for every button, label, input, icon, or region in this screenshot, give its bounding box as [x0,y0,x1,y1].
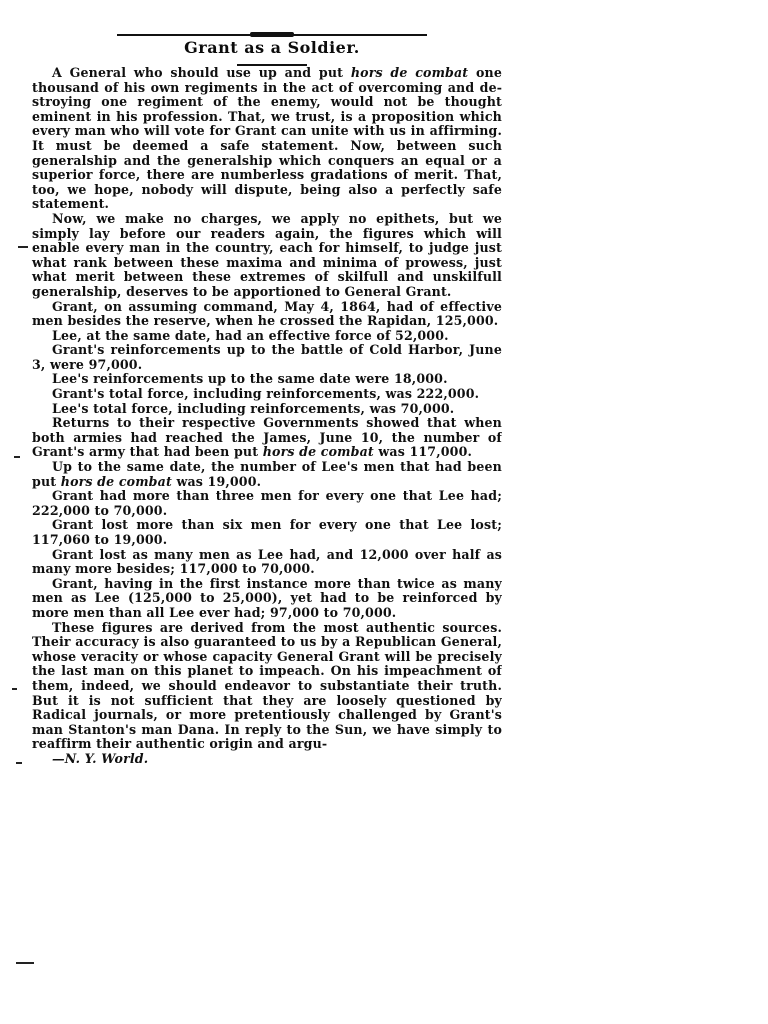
article-paragraph [32,621,502,752]
italic-phrase: hors de combat [262,444,374,460]
article-paragraph [32,416,502,460]
article-paragraph [32,212,502,300]
top-rule-ornament [250,32,294,37]
article-paragraph [32,329,502,344]
article-paragraph [32,577,502,621]
article-paragraph [32,343,502,372]
article-paragraph [32,372,502,387]
paragraph-text: Lee's reinforcements up to the same date were 18,000. [52,371,448,387]
paragraph-text: Grant, having in the first instance more than twice as many men as Lee (125,000 to 25,000), yet had to be reinforced by more men than all Lee ever had; 97,000 to 70,000. [32,575,502,620]
article-signature: —N. Y. World. [52,750,149,766]
paragraph-text: Grant's reinforcements up to the battle of Cold Harbor, June 3, were 97,000. [32,342,502,372]
article-paragraph [32,518,502,547]
paragraph-text: Now, we make no charges, we apply no epithets, but we simply lay before our readers again, the figures which will enable every man in the country, each for himself, to judge just what rank between these maxima and minima of prowess, just what merit between these extremes of skilfull and unskilfull generalship, deserves to be apportioned to General Grant. [32,210,502,299]
paragraph-text: Grant's total force, including reinforcements, was 222,000. [52,386,480,402]
article-paragraph [32,460,502,489]
paragraph-text: Returns to their respective Governments showed that when both armies had reached the James, June 10, the number of Grant's army that had been put [32,415,502,460]
paragraph-text: Grant lost as many men as Lee had, and 12,000 over half as many more besides; 117,000 to 70,000. [32,546,502,577]
newspaper-clipping [22,24,502,969]
article-paragraph [32,387,502,402]
paragraph-text: Grant lost more than six men for every one that Lee lost; 117,060 to 19,000. [32,517,502,547]
paragraph-text: A General who should use up and put [52,65,351,80]
article-paragraph [32,300,502,329]
article-paragraph [32,66,502,212]
margin-tick [14,456,20,458]
paragraph-text: Grant had more than three men for every one that Lee had; 222,000 to 70,000. [32,488,502,518]
article-paragraph [32,402,502,417]
paragraph-text: Grant, on assuming command, May 4, 1864, had of effective men besides the reserve, when he crossed the Rapidan, 125,000. [32,298,502,329]
paragraph-text: was 117,000. [373,444,473,460]
paragraph-text: Up to the same date, the number of Lee's men that had been put [32,459,502,489]
paragraph-text: These figures are derived from the most authentic sources. Their accuracy is also guaranteed to us by a Republican General, whose veracity or whose capacity General Grant will be precisely the last man on this planet to impeach. On his impeachment of them, indeed, we should endeavor to substantiate their truth. But it is not sufficient that they are loosely questioned by Radical journals, or more pretentiously challenged by Grant's man Stanton's man Dana. In reply to the Sun, we have simply to reaffirm their authentic origin and argu- [32,619,502,752]
italic-phrase: hors de combat [350,65,469,80]
margin-tick [12,688,17,690]
italic-phrase: hors de combat [60,473,172,489]
paragraph-text: Lee's total force, including reinforcements, was 70,000. [52,400,455,416]
paragraph-text: Lee, at the same date, had an effective force of 52,000. [52,327,449,343]
article-paragraph [32,548,502,577]
article-body [32,66,502,767]
paragraph-text: one thousand of his own regiments in the act of overcoming and destroying one regiment of the enemy, would not be thought eminent in his profession. That, we trust, is a proposition which every man who will vote for Grant can unite with us in affirming. It must be deemed a safe statement. Now, between such generalship and the generalship which conquers an equal or a superior force, there are numberless gradations of merit. That, too, we hope, nobody will dispute, being also a perfectly safe statement. [32,65,502,212]
article-paragraph [32,489,502,518]
article-headline: Grant as a Soldier. [184,38,360,57]
paragraph-text: was 19,000. [171,473,262,489]
